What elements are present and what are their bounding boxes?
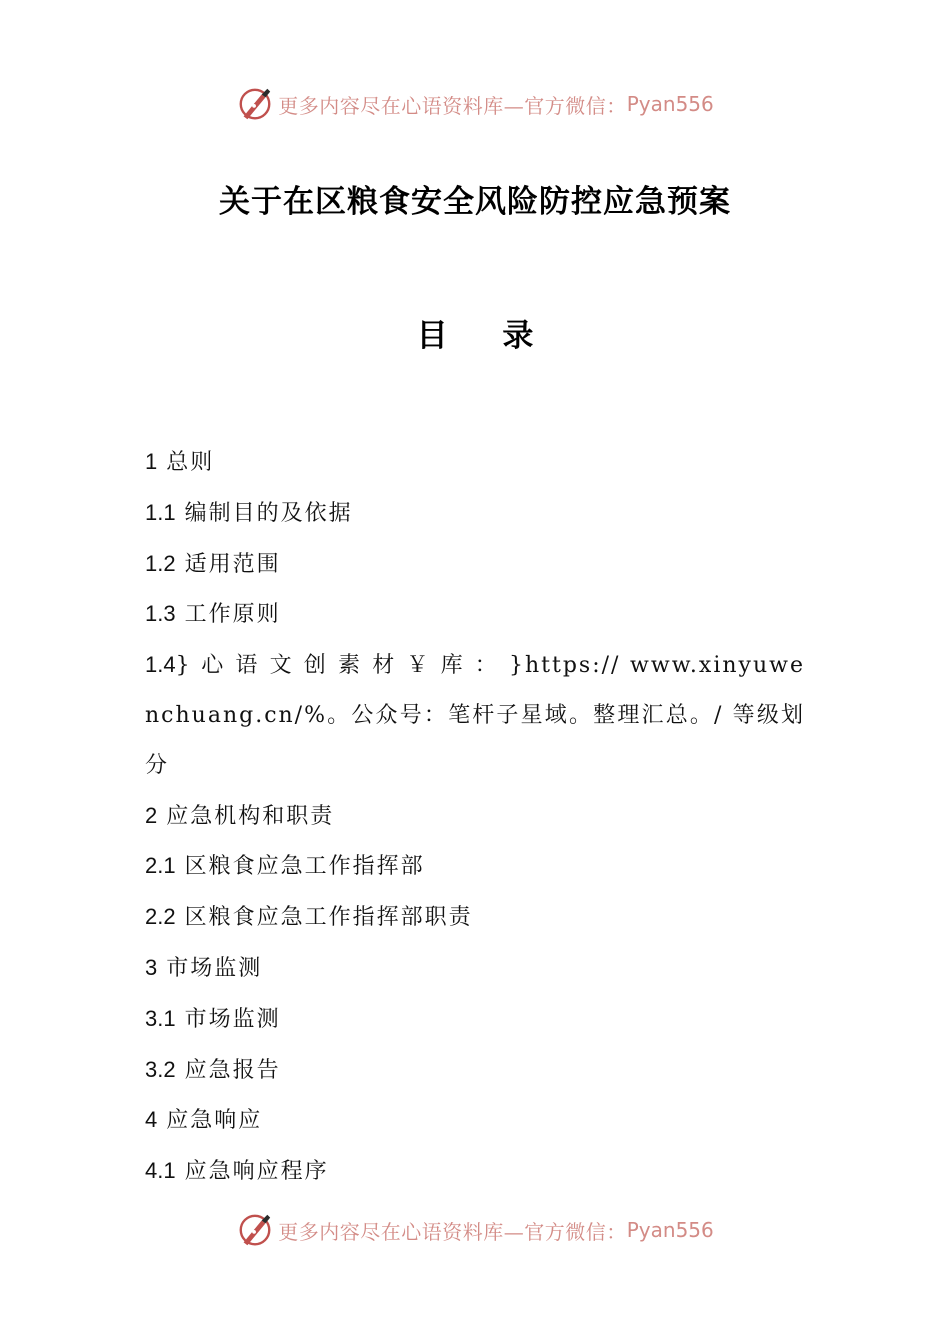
toc-item: [145, 1146, 805, 1197]
toc-item: [145, 539, 805, 590]
toc-item-number: 3: [145, 954, 158, 980]
toc-item: [145, 1095, 805, 1146]
toc-item-number: 4: [145, 1107, 158, 1133]
toc-item-text: } 心 语 文 创 素 材 ￥ 库 ： }https:// www.xinyuwenchuang.cn/%。公众号：笔杆子星域。整理汇总。/ 等级划分: [145, 653, 805, 778]
watermark-text: 更多内容尽在心语资料库—官方微信：: [278, 93, 627, 118]
document-title: 关于在区粮食安全风险防控应急预案: [219, 184, 731, 220]
pen-logo-icon: [236, 85, 274, 123]
toc-item-number: 1.2: [145, 550, 176, 576]
toc-item-number: 1.1: [145, 499, 176, 525]
toc-item: [145, 640, 805, 790]
toc-item-number: 1.3: [145, 601, 176, 627]
toc-item: [145, 892, 805, 943]
toc-item: [145, 841, 805, 892]
toc-item-number: 2: [145, 802, 158, 828]
toc-item: [145, 589, 805, 640]
toc-item-text: 应急响应: [166, 1108, 263, 1134]
watermark-banner-top: [0, 82, 950, 126]
toc-item-text: 应急响应程序: [184, 1159, 329, 1185]
toc-item: [145, 437, 805, 488]
toc-item-text: 编制目的及依据: [184, 500, 353, 526]
toc-item: [145, 488, 805, 539]
toc-item-number: 2.1: [145, 853, 176, 879]
toc-item: [145, 1045, 805, 1096]
toc-item-text: 工作原则: [184, 602, 281, 628]
watermark-contact: Pyan556: [626, 1218, 714, 1242]
pen-logo-icon: [236, 1211, 274, 1249]
toc-item-number: 3.1: [145, 1005, 176, 1031]
toc-item-text: 区粮食应急工作指挥部: [184, 854, 425, 880]
table-of-contents: [145, 437, 805, 1197]
toc-item-number: 2.2: [145, 904, 176, 930]
toc-item-text: 适用范围: [184, 551, 281, 577]
toc-item-number: 1.4: [145, 652, 176, 678]
watermark-contact: Pyan556: [626, 92, 714, 116]
toc-item-text: 市场监测: [184, 1006, 281, 1032]
toc-item-text: 市场监测: [166, 955, 263, 981]
toc-item-number: 1: [145, 449, 158, 474]
toc-item-text: 应急报告: [184, 1057, 281, 1083]
toc-item-number: 3.2: [145, 1056, 176, 1082]
toc-item-text: 应急机构和职责: [166, 803, 335, 829]
toc-heading: 目 录: [416, 318, 556, 354]
watermark-banner-bottom: [0, 1208, 950, 1252]
watermark-text: 更多内容尽在心语资料库—官方微信：: [278, 1219, 627, 1244]
toc-item-text: 总则: [166, 450, 215, 475]
toc-item: [145, 994, 805, 1045]
toc-item-number: 4.1: [145, 1158, 176, 1184]
toc-item-text: 区粮食应急工作指挥部职责: [184, 905, 473, 931]
toc-item: [145, 943, 805, 994]
toc-item: [145, 791, 805, 842]
